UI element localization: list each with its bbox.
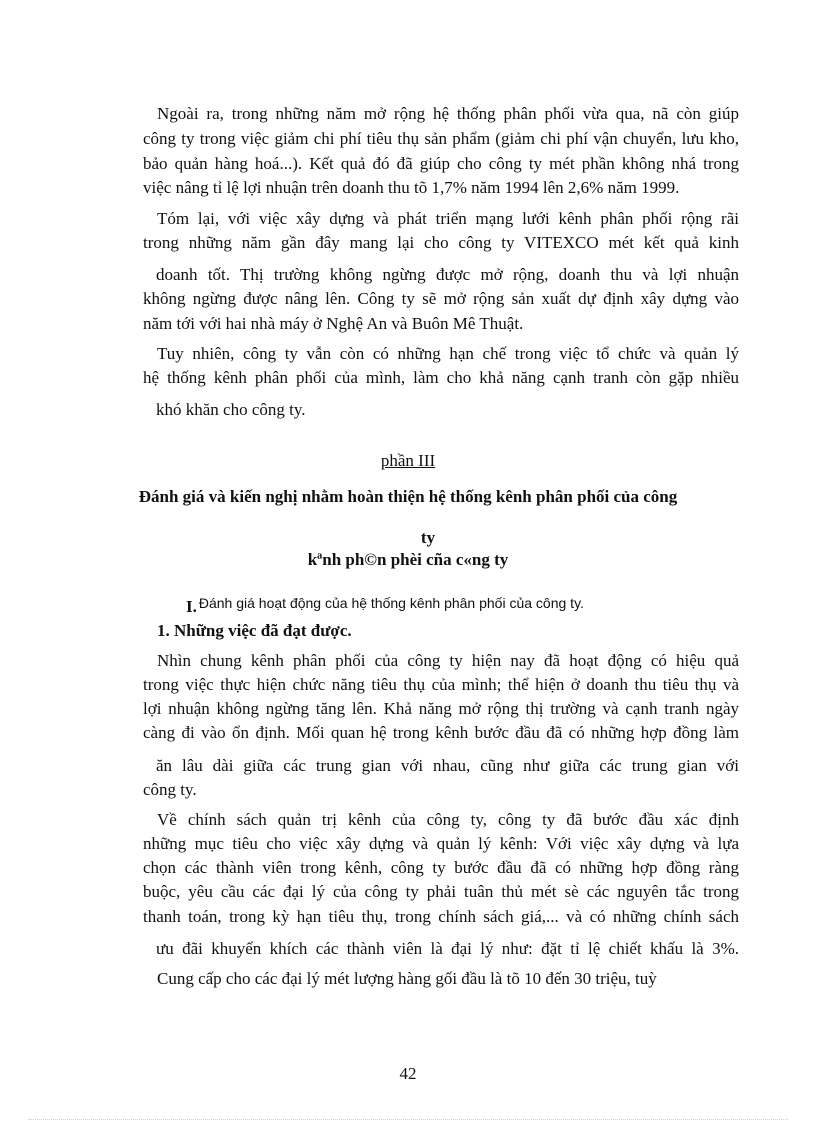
text-line: công ty trong việc giảm chi phí tiêu thụ sản phẩm (giảm chi phí vận chuyển, lưu kho, [143, 129, 739, 148]
page-bottom-border [28, 1119, 788, 1120]
text-line: công ty. [143, 780, 197, 799]
text-line: Tóm lại, với việc xây dựng và phát triển mạng lưới kênh phân phối rộng rãi [157, 209, 739, 228]
text-line: lợi nhuận không ngừng tăng lên. Khả năng mở rộng thị trường và cạnh tranh ngày [143, 699, 739, 718]
text-line: buộc, yêu cầu các đại lý của công ty phải tuân thủ mét sè các nguyên tắc trong [143, 882, 739, 901]
text-line: Ngoài ra, trong những năm mở rộng hệ thống phân phối vừa qua, nã còn giúp [157, 104, 739, 123]
text-line: ưu đãi khuyến khích các thành viên là đại lý như: đặt tỉ lệ chiết khấu là 3%. [156, 939, 739, 958]
text-line: khó khăn cho công ty. [156, 400, 306, 419]
part-title: phần III [380, 451, 436, 470]
section-title-line-1: Đánh giá và kiến nghị nhằm hoàn thiện hệ thống kênh phân phối của công [138, 487, 678, 506]
text-line: doanh tốt. Thị trường không ngừng được mở rộng, doanh thu và lợi nhuận [156, 265, 739, 284]
text-line: trong việc thực hiện chức năng tiêu thụ của mình; thể hiện ở doanh thu tiêu thụ và [143, 675, 739, 694]
text-line: ăn lâu dài giữa các trung gian với nhau, cũng như giữa các trung gian với [156, 756, 739, 775]
text-line: những mục tiêu cho việc xây dựng và quản lý kênh: Với việc xây dựng và lựa [143, 834, 739, 853]
text-line: hệ thống kênh phân phối của mình, làm cho khả năng cạnh tranh còn gặp nhiều [143, 368, 739, 387]
text-line: thanh toán, trong kỳ hạn tiêu thụ, trong chính sách giá,... và có những chính sách [143, 907, 739, 926]
section-title-garbled: kªnh ph©n phèi cña c«ng ty [307, 550, 509, 569]
subheading-1: 1. Những việc đã đạt được. [157, 621, 352, 640]
text-line: càng đi vào ổn định. Mối quan hệ trong kênh bước đầu đã có những hợp đồng làm [143, 723, 739, 742]
text-line: chọn các thành viên trong kênh, công ty bước đầu đã có những hợp đồng ràng [143, 858, 739, 877]
text-line: Về chính sách quản trị kênh của công ty, công ty đã bước đầu xác định [157, 810, 739, 829]
heading-i [186, 592, 584, 618]
section-title-line-2: ty [420, 528, 436, 547]
text-line: Cung cấp cho các đại lý mét lượng hàng gối đầu là tõ 10 đến 30 triệu, tuỳ [157, 969, 657, 988]
text-line: trong những năm gần đây mang lại cho công ty VITEXCO mét kết quả kinh [143, 233, 739, 252]
heading-i-numeral: I. [186, 597, 197, 616]
text-line: bảo quản hàng hoá...). Kết quả đó đã giúp cho công ty mét phần không nhá trong [143, 154, 739, 173]
text-line: Tuy nhiên, công ty vẫn còn có những hạn chế trong việc tổ chức và quản lý [157, 344, 739, 363]
text-line: không ngừng được nâng lên. Công ty sẽ mở rộng sản xuất dự định xây dựng vào [143, 289, 739, 308]
page-number: 42 [399, 1064, 417, 1083]
text-line: năm tới với hai nhà máy ở Nghệ An và Buôn Mê Thuật. [143, 314, 524, 333]
heading-i-text: Đánh giá hoạt động của hệ thống kênh phân phối của công ty. [198, 595, 584, 611]
text-line: Nhìn chung kênh phân phối của công ty hiện nay đã hoạt động có hiệu quả [157, 651, 739, 670]
text-line: việc nâng tỉ lệ lợi nhuận trên doanh thu tõ 1,7% năm 1994 lên 2,6% năm 1999. [143, 178, 680, 197]
